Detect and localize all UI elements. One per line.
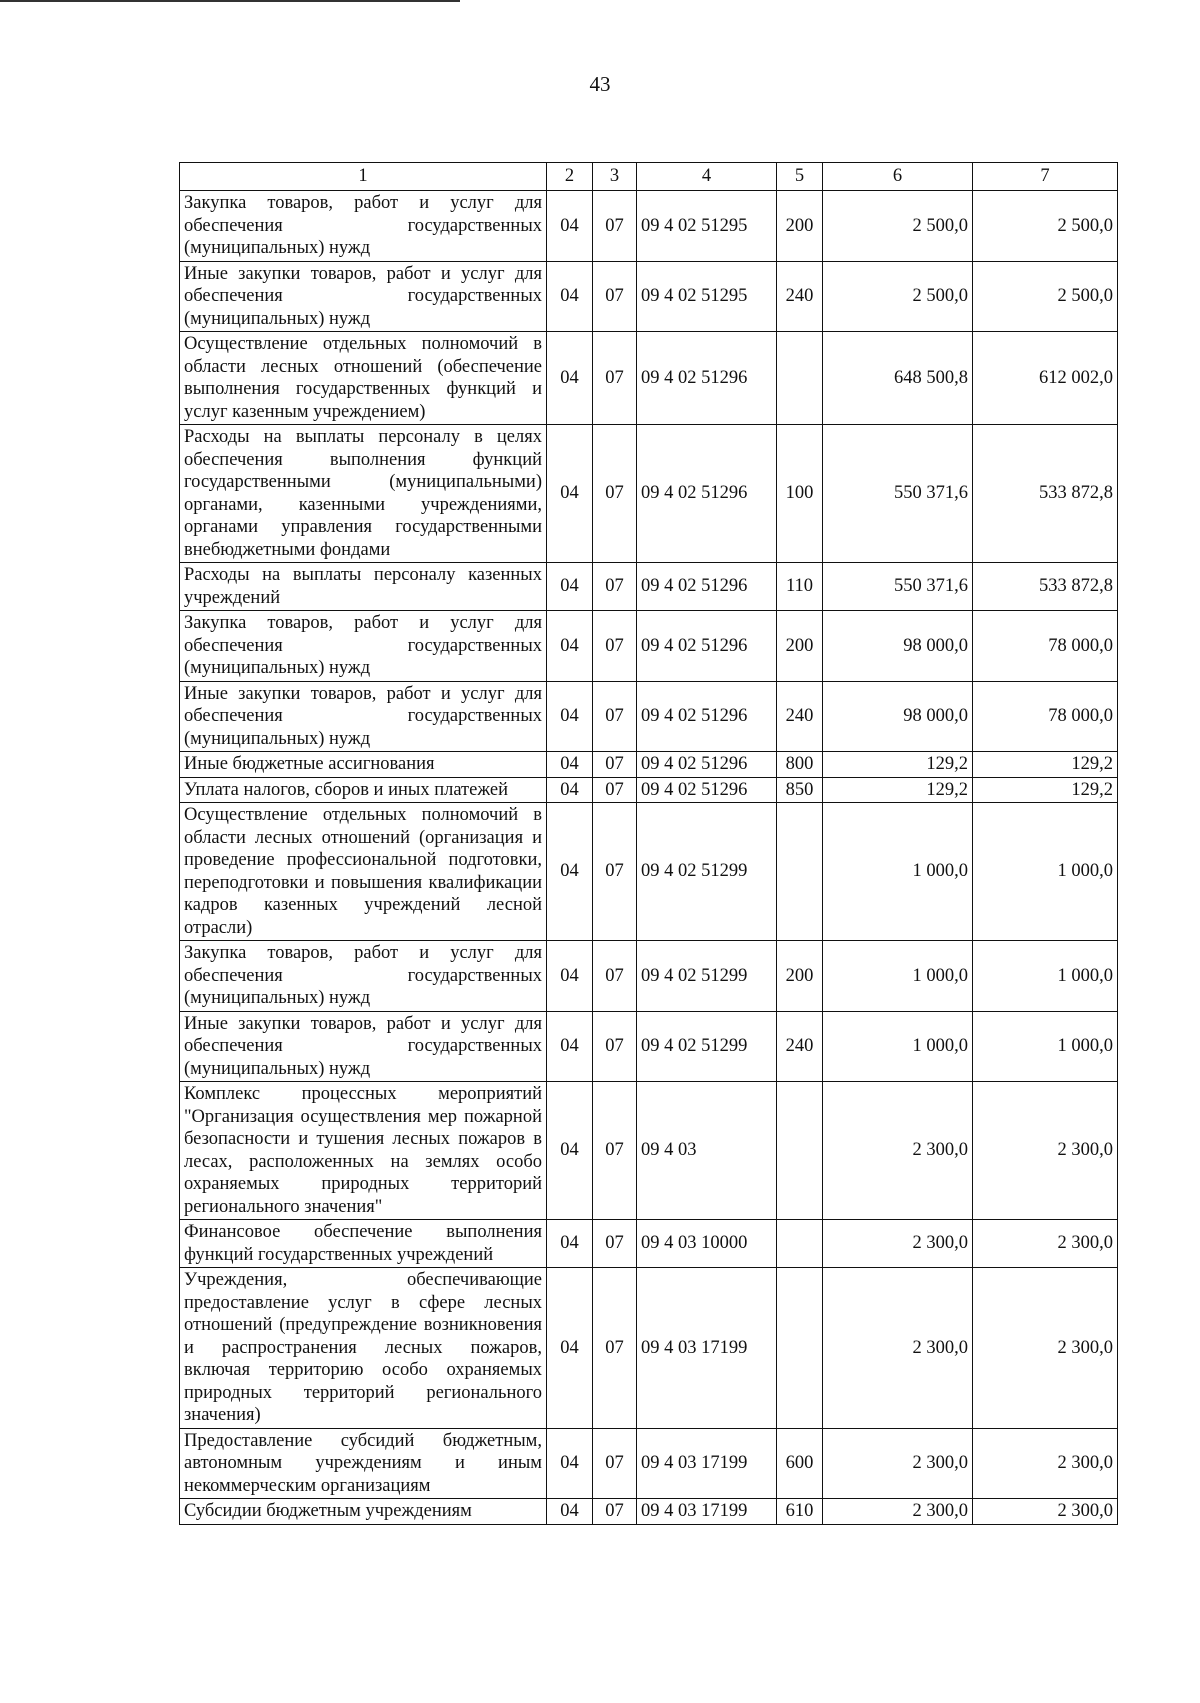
section-cell: 04	[547, 803, 593, 941]
target-code-cell: 09 4 02 51299	[637, 941, 777, 1012]
amount-year1-cell: 129,2	[823, 752, 973, 778]
expense-type-cell: 110	[777, 563, 823, 611]
table-row	[180, 1428, 1118, 1499]
expense-type-cell: 240	[777, 681, 823, 752]
header-cell: 1	[180, 163, 547, 191]
row-name-cell: Предоставление субсидий бюджетным, автономным учреждениям и иным некоммерческим организациям	[180, 1428, 547, 1499]
table-row	[180, 1082, 1118, 1220]
table-row	[180, 1220, 1118, 1268]
amount-year2-cell: 129,2	[973, 752, 1118, 778]
section-cell: 04	[547, 611, 593, 682]
amount-year1-cell: 2 500,0	[823, 261, 973, 332]
table-row	[180, 777, 1118, 803]
target-code-cell: 09 4 02 51299	[637, 1011, 777, 1082]
amount-year1-cell: 550 371,6	[823, 563, 973, 611]
amount-year1-cell: 2 500,0	[823, 191, 973, 262]
amount-year1-cell: 1 000,0	[823, 941, 973, 1012]
subsection-cell: 07	[593, 752, 637, 778]
table-row	[180, 425, 1118, 563]
budget-table	[179, 162, 1118, 1525]
amount-year1-cell: 2 300,0	[823, 1082, 973, 1220]
expense-type-cell: 100	[777, 425, 823, 563]
subsection-cell: 07	[593, 1428, 637, 1499]
expense-type-cell	[777, 1082, 823, 1220]
target-code-cell: 09 4 02 51296	[637, 563, 777, 611]
amount-year1-cell: 98 000,0	[823, 681, 973, 752]
row-name-cell: Иные закупки товаров, работ и услуг для обеспечения государственных (муниципальных) нужд	[180, 681, 547, 752]
expense-type-cell: 600	[777, 1428, 823, 1499]
target-code-cell: 09 4 03 10000	[637, 1220, 777, 1268]
page-number: 43	[589, 72, 611, 96]
target-code-cell: 09 4 02 51296	[637, 777, 777, 803]
amount-year1-cell: 2 300,0	[823, 1499, 973, 1525]
subsection-cell: 07	[593, 191, 637, 262]
row-name-cell: Субсидии бюджетным учреждениям	[180, 1499, 547, 1525]
table-row	[180, 681, 1118, 752]
row-name-cell: Иные закупки товаров, работ и услуг для обеспечения государственных (муниципальных) нужд	[180, 1011, 547, 1082]
row-name-cell: Закупка товаров, работ и услуг для обеспечения государственных (муниципальных) нужд	[180, 941, 547, 1012]
amount-year2-cell: 1 000,0	[973, 941, 1118, 1012]
amount-year2-cell: 78 000,0	[973, 611, 1118, 682]
amount-year2-cell: 2 500,0	[973, 261, 1118, 332]
target-code-cell: 09 4 02 51296	[637, 611, 777, 682]
amount-year1-cell: 2 300,0	[823, 1220, 973, 1268]
table-row	[180, 941, 1118, 1012]
expense-type-cell: 800	[777, 752, 823, 778]
section-cell: 04	[547, 752, 593, 778]
expense-type-cell: 850	[777, 777, 823, 803]
scan-edge-line	[0, 0, 460, 2]
header-cell: 6	[823, 163, 973, 191]
amount-year1-cell: 129,2	[823, 777, 973, 803]
amount-year1-cell: 2 300,0	[823, 1428, 973, 1499]
row-name-cell: Закупка товаров, работ и услуг для обеспечения государственных (муниципальных) нужд	[180, 611, 547, 682]
target-code-cell: 09 4 02 51296	[637, 425, 777, 563]
expense-type-cell: 240	[777, 261, 823, 332]
subsection-cell: 07	[593, 563, 637, 611]
subsection-cell: 07	[593, 803, 637, 941]
row-name-cell: Учреждения, обеспечивающие предоставление услуг в сфере лесных отношений (предупреждение возникновения и распространения лесных пожаров, включая территорию особо охраняемых природных территорий регионального значения)	[180, 1268, 547, 1429]
table-row	[180, 1499, 1118, 1525]
header-cell: 7	[973, 163, 1118, 191]
expense-type-cell	[777, 1220, 823, 1268]
amount-year2-cell: 2 300,0	[973, 1499, 1118, 1525]
amount-year2-cell: 129,2	[973, 777, 1118, 803]
subsection-cell: 07	[593, 1011, 637, 1082]
row-name-cell: Уплата налогов, сборов и иных платежей	[180, 777, 547, 803]
section-cell: 04	[547, 261, 593, 332]
amount-year1-cell: 1 000,0	[823, 1011, 973, 1082]
header-cell: 3	[593, 163, 637, 191]
subsection-cell: 07	[593, 1082, 637, 1220]
amount-year2-cell: 2 500,0	[973, 191, 1118, 262]
amount-year2-cell: 2 300,0	[973, 1268, 1118, 1429]
table-row	[180, 191, 1118, 262]
amount-year2-cell: 1 000,0	[973, 803, 1118, 941]
header-cell: 2	[547, 163, 593, 191]
amount-year2-cell: 533 872,8	[973, 425, 1118, 563]
subsection-cell: 07	[593, 1220, 637, 1268]
target-code-cell: 09 4 02 51296	[637, 752, 777, 778]
section-cell: 04	[547, 1499, 593, 1525]
subsection-cell: 07	[593, 777, 637, 803]
target-code-cell: 09 4 02 51296	[637, 332, 777, 425]
row-name-cell: Осуществление отдельных полномочий в области лесных отношений (обеспечение выполнения государственных функций и услуг казенным учреждением)	[180, 332, 547, 425]
expense-type-cell	[777, 332, 823, 425]
table-row	[180, 261, 1118, 332]
target-code-cell: 09 4 03 17199	[637, 1499, 777, 1525]
amount-year2-cell: 612 002,0	[973, 332, 1118, 425]
target-code-cell: 09 4 02 51299	[637, 803, 777, 941]
subsection-cell: 07	[593, 941, 637, 1012]
header-cell: 5	[777, 163, 823, 191]
section-cell: 04	[547, 777, 593, 803]
table-row	[180, 563, 1118, 611]
section-cell: 04	[547, 563, 593, 611]
amount-year2-cell: 2 300,0	[973, 1082, 1118, 1220]
table-row	[180, 611, 1118, 682]
target-code-cell: 09 4 03	[637, 1082, 777, 1220]
section-cell: 04	[547, 1428, 593, 1499]
section-cell: 04	[547, 1268, 593, 1429]
row-name-cell: Финансовое обеспечение выполнения функций государственных учреждений	[180, 1220, 547, 1268]
subsection-cell: 07	[593, 261, 637, 332]
row-name-cell: Иные закупки товаров, работ и услуг для обеспечения государственных (муниципальных) нужд	[180, 261, 547, 332]
table-row	[180, 1011, 1118, 1082]
section-cell: 04	[547, 1082, 593, 1220]
target-code-cell: 09 4 02 51295	[637, 261, 777, 332]
table-row	[180, 752, 1118, 778]
amount-year2-cell: 1 000,0	[973, 1011, 1118, 1082]
subsection-cell: 07	[593, 1268, 637, 1429]
subsection-cell: 07	[593, 681, 637, 752]
section-cell: 04	[547, 681, 593, 752]
amount-year1-cell: 2 300,0	[823, 1268, 973, 1429]
row-name-cell: Закупка товаров, работ и услуг для обеспечения государственных (муниципальных) нужд	[180, 191, 547, 262]
header-row	[180, 163, 1118, 191]
section-cell: 04	[547, 191, 593, 262]
expense-type-cell: 610	[777, 1499, 823, 1525]
target-code-cell: 09 4 02 51295	[637, 191, 777, 262]
expense-type-cell: 200	[777, 611, 823, 682]
amount-year1-cell: 1 000,0	[823, 803, 973, 941]
amount-year2-cell: 533 872,8	[973, 563, 1118, 611]
section-cell: 04	[547, 941, 593, 1012]
table-body	[180, 191, 1118, 1525]
subsection-cell: 07	[593, 332, 637, 425]
section-cell: 04	[547, 425, 593, 563]
row-name-cell: Комплекс процессных мероприятий "Организация осуществления мер пожарной безопасности и тушения лесных пожаров в лесах, расположенных на землях особо охраняемых природных территорий регионального значения"	[180, 1082, 547, 1220]
row-name-cell: Расходы на выплаты персоналу казенных учреждений	[180, 563, 547, 611]
header-cell: 4	[637, 163, 777, 191]
expense-type-cell: 240	[777, 1011, 823, 1082]
table-row	[180, 1268, 1118, 1429]
expense-type-cell: 200	[777, 191, 823, 262]
row-name-cell: Иные бюджетные ассигнования	[180, 752, 547, 778]
expense-type-cell: 200	[777, 941, 823, 1012]
target-code-cell: 09 4 02 51296	[637, 681, 777, 752]
amount-year2-cell: 2 300,0	[973, 1220, 1118, 1268]
expense-type-cell	[777, 803, 823, 941]
amount-year1-cell: 648 500,8	[823, 332, 973, 425]
amount-year2-cell: 78 000,0	[973, 681, 1118, 752]
section-cell: 04	[547, 1220, 593, 1268]
amount-year2-cell: 2 300,0	[973, 1428, 1118, 1499]
amount-year1-cell: 550 371,6	[823, 425, 973, 563]
row-name-cell: Расходы на выплаты персоналу в целях обеспечения выполнения функций государственными (муниципальными) органами, казенными учреждениями, органами управления государственными внебюджетными фондами	[180, 425, 547, 563]
subsection-cell: 07	[593, 611, 637, 682]
target-code-cell: 09 4 03 17199	[637, 1428, 777, 1499]
section-cell: 04	[547, 332, 593, 425]
subsection-cell: 07	[593, 425, 637, 563]
table-row	[180, 803, 1118, 941]
expense-type-cell	[777, 1268, 823, 1429]
amount-year1-cell: 98 000,0	[823, 611, 973, 682]
subsection-cell: 07	[593, 1499, 637, 1525]
section-cell: 04	[547, 1011, 593, 1082]
table-row	[180, 332, 1118, 425]
target-code-cell: 09 4 03 17199	[637, 1268, 777, 1429]
row-name-cell: Осуществление отдельных полномочий в области лесных отношений (организация и проведение профессиональной подготовки, переподготовки и повышения квалификации кадров казенных учреждений лесной отрасли)	[180, 803, 547, 941]
